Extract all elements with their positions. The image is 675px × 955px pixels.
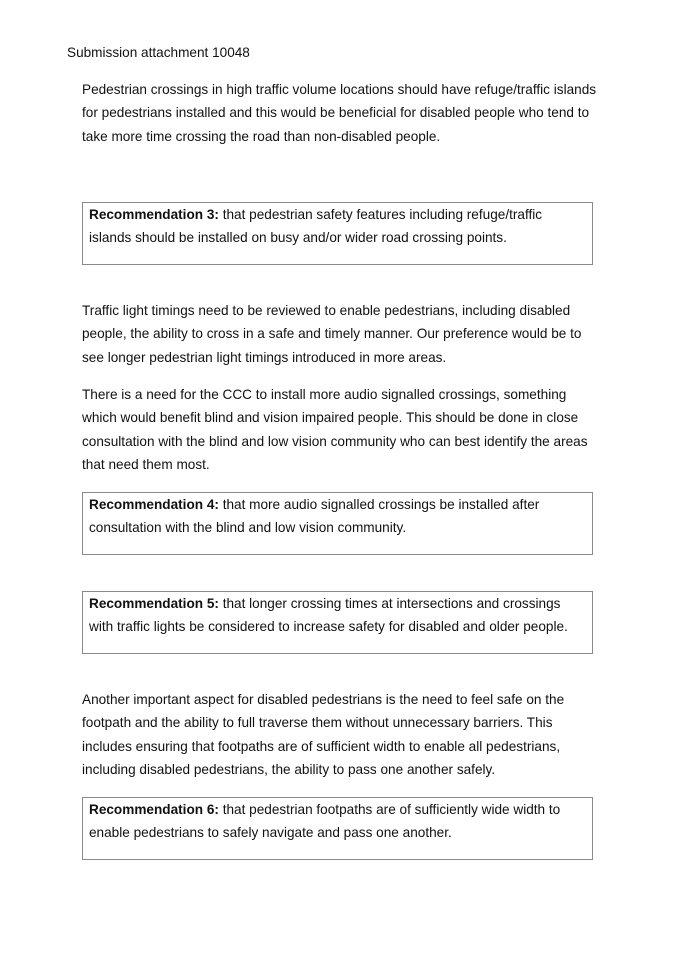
page-header: Submission attachment 10048 (67, 45, 250, 60)
recommendation-3-box (82, 202, 593, 265)
recommendation-4-label: Recommendation 4: (89, 497, 219, 512)
paragraph-light-timings: Traffic light timings need to be reviewed to enable pedestrians, including disabled people, the ability to cross in a safe and timely manner. Our preference would be to see longer pedestrian light timings introduced in more areas. (82, 303, 582, 365)
recommendation-3-text: that pedestrian safety features including refuge/traffic islands should be installed on busy and/or wider road crossing points. (89, 207, 543, 246)
paragraph-refuge-islands: Pedestrian crossings in high traffic volume locations should have refuge/traffic islands for pedestrians installed and this would be beneficial for disabled people who tend to take more time crossing the road than non-disabled people. (82, 82, 597, 144)
recommendation-5-label: Recommendation 5: (89, 596, 219, 611)
recommendation-4-box (82, 492, 593, 555)
recommendation-6-label: Recommendation 6: (89, 802, 219, 817)
paragraph-audio-crossings: There is a need for the CCC to install more audio signalled crossings, something which would benefit blind and vision impaired people. This should be done in close consultation with the blind and low vision community who can best identify the areas that need them most. (82, 387, 588, 472)
recommendation-5-box (82, 591, 593, 654)
recommendation-5-text: that longer crossing times at intersections and crossings with traffic lights be considered to increase safety for disabled and older people. (89, 596, 568, 635)
recommendation-6-box (82, 797, 593, 860)
recommendation-4-text: that more audio signalled crossings be installed after consultation with the blind and low vision community. (89, 497, 540, 536)
recommendation-6-text: that pedestrian footpaths are of sufficiently wide width to enable pedestrians to safely navigate and pass one another. (89, 802, 561, 841)
recommendation-3-label: Recommendation 3: (89, 207, 219, 222)
paragraph-footpaths: Another important aspect for disabled pedestrians is the need to feel safe on the footpath and the ability to full traverse them without unnecessary barriers. This includes ensuring that footpaths are of sufficient width to enable all pedestrians, including disabled pedestrians, the ability to pass one another safely. (82, 692, 565, 777)
